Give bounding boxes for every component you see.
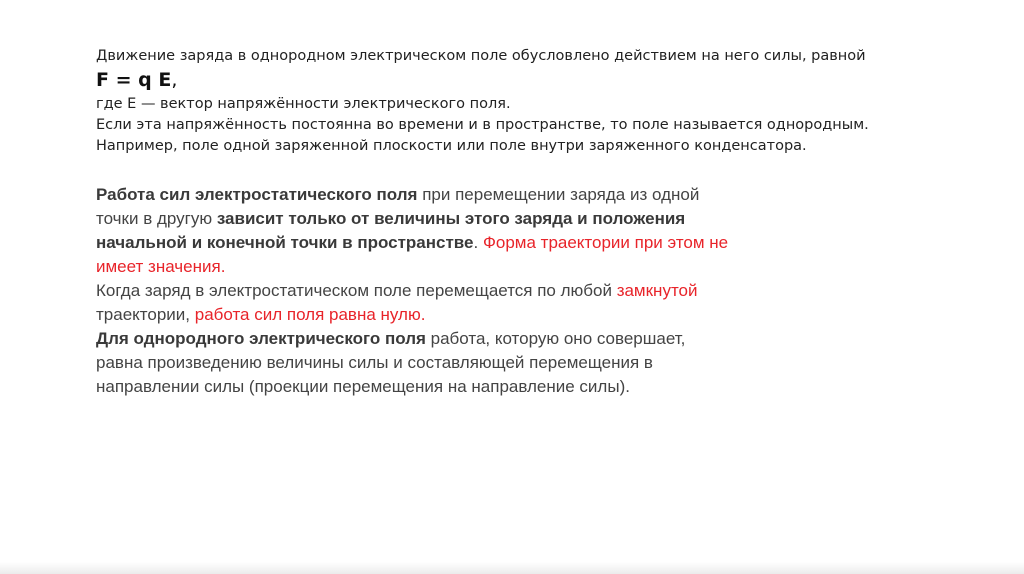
work-line-5-red: замкнутой <box>616 281 698 300</box>
work-line-2-text: точки в другую <box>96 209 217 228</box>
formula-text: F = q E <box>96 69 172 91</box>
work-line-3-red: Форма траектории при этом не <box>482 233 729 252</box>
slide-bottom-shadow <box>0 562 1024 574</box>
intro-line-4: Если эта напряжённость постоянна во времени и в пространстве, то поле называется однородным. <box>96 117 869 133</box>
work-line-1 <box>96 183 836 207</box>
work-term-bold: Работа сил электростатического поля <box>96 185 418 204</box>
work-line-4-red: имеет значения. <box>96 257 226 276</box>
work-line-4 <box>96 255 836 279</box>
work-line-9: направлении силы (проекции перемещения на направление силы). <box>96 377 630 396</box>
intro-line-5: Например, поле одной заряженной плоскости или поле внутри заряженного конденсатора. <box>96 138 807 154</box>
work-line-3-bold: начальной и конечной точки в пространстве <box>96 233 474 252</box>
work-line-5-text: Когда заряд в электростатическом поле перемещается по любой <box>96 281 617 300</box>
work-line-7-bold: Для однородного электрического поля <box>96 329 426 348</box>
work-line-3 <box>96 231 836 255</box>
work-line-6 <box>96 303 836 327</box>
formula-comma: , <box>171 69 178 91</box>
work-line-6-text: траектории, <box>96 305 195 324</box>
work-line-2-bold: зависит только от величины этого заряда и положения <box>216 209 686 228</box>
force-formula <box>96 67 956 94</box>
intro-line-1: Движение заряда в однородном электрическом поле обусловлено действием на него силы, равной <box>96 48 866 64</box>
work-line-1-text: при перемещении заряда из одной <box>417 185 700 204</box>
work-line-2 <box>96 207 836 231</box>
work-line-8: равна произведению величины силы и составляющей перемещения в <box>96 353 653 372</box>
work-line-7-text: работа, которую оно совершает, <box>425 329 686 348</box>
work-line-3-text: . <box>473 233 483 252</box>
intro-paragraph <box>96 46 956 157</box>
intro-line-3: где E — вектор напряжённости электрического поля. <box>96 96 511 112</box>
work-line-6-red: работа сил поля равна нулю. <box>194 305 426 324</box>
work-line-7 <box>96 327 836 351</box>
work-line-5 <box>96 279 836 303</box>
work-paragraph <box>96 183 836 399</box>
